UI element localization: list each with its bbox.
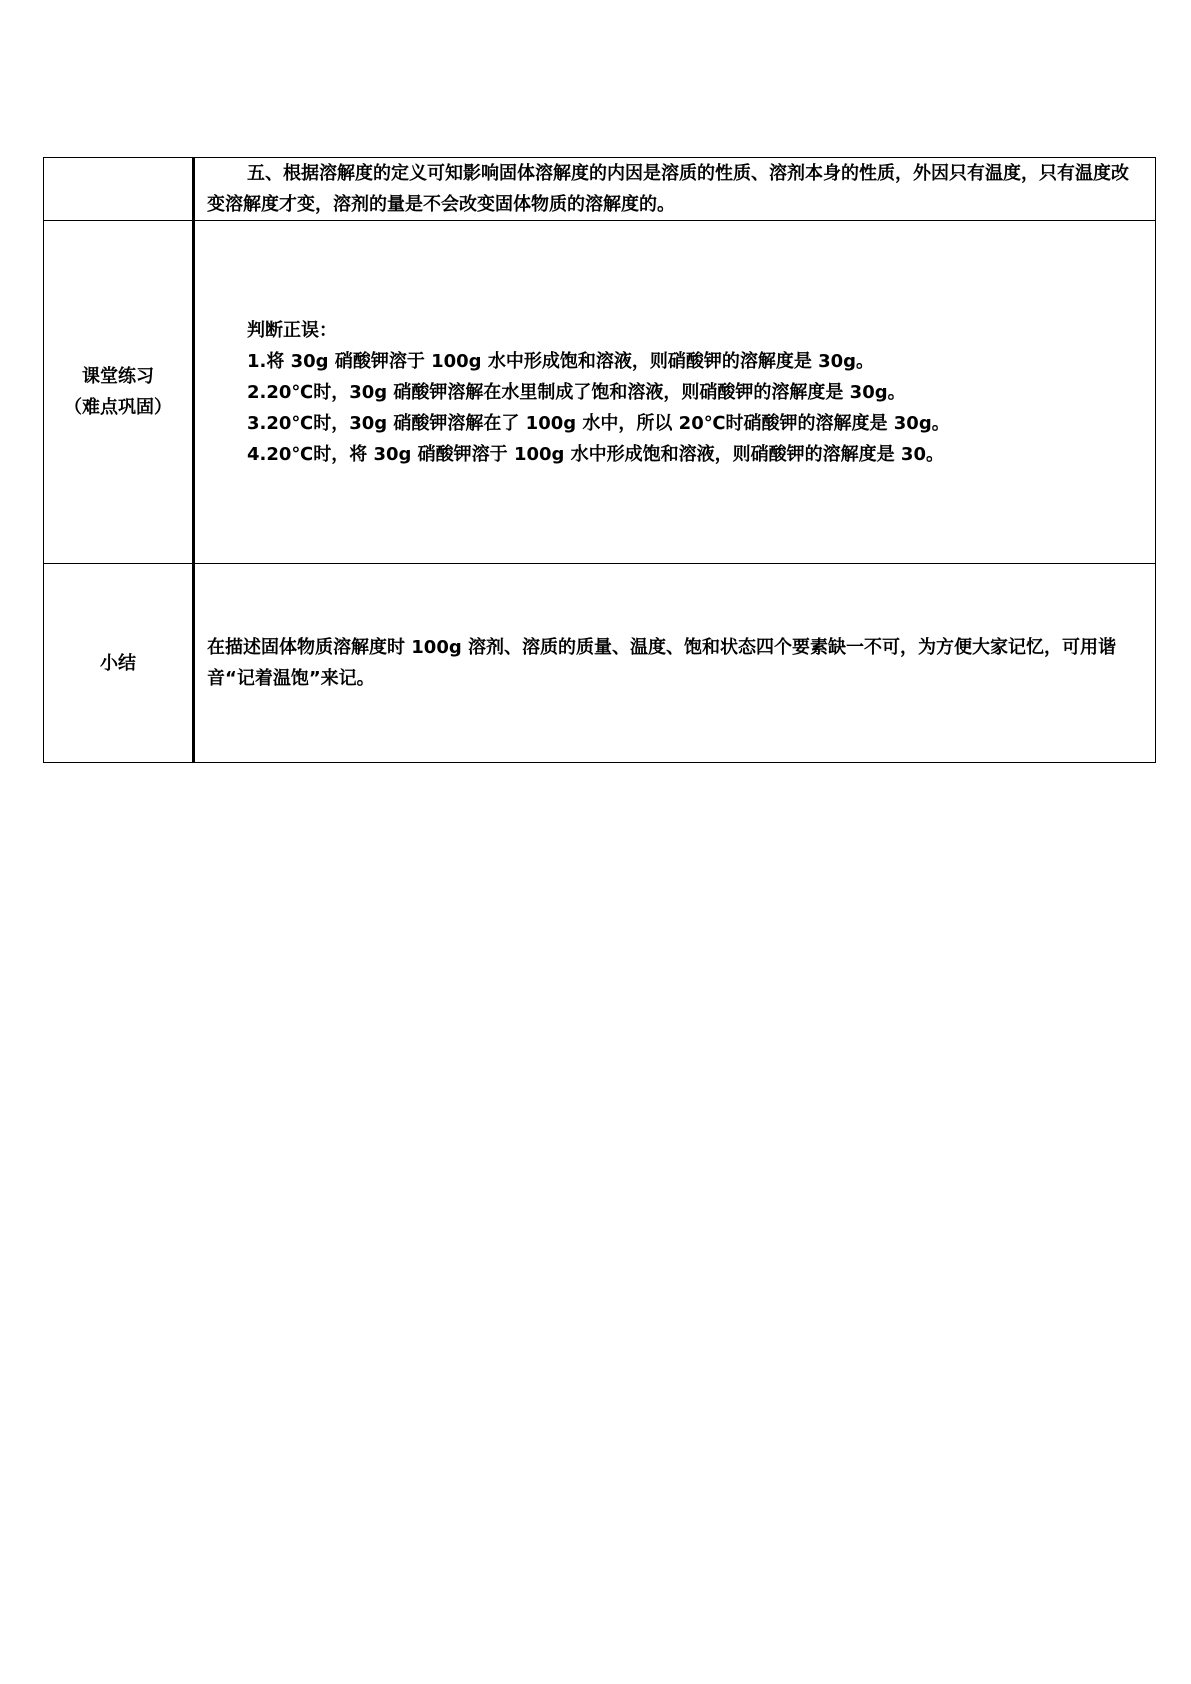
- row-label-empty: [44, 158, 194, 221]
- principle-five-text: 五、根据溶解度的定义可知影响固体溶解度的内因是溶质的性质、溶剂本身的性质，外因只有温度，只有温度改变溶解度才变，溶剂的量是不会改变固体物质的溶解度的。: [207, 163, 1129, 215]
- exercise-heading: 判断正误：: [247, 319, 337, 341]
- label-summary: 小结: [100, 652, 136, 674]
- exercise-item: 2.20℃时，30g 硝酸钾溶解在水里制成了饱和溶液，则硝酸钾的溶解度是 30g。: [247, 381, 906, 403]
- row-content-exercises: [194, 221, 1156, 564]
- row-content-principles: [194, 158, 1156, 221]
- exercise-item: 1.将 30g 硝酸钾溶于 100g 水中形成饱和溶液，则硝酸钾的溶解度是 30g。: [247, 350, 875, 372]
- table-row-principles: [44, 158, 1156, 221]
- exercise-list: [195, 315, 1155, 470]
- row-label-summary: [44, 564, 194, 763]
- summary-text: 在描述固体物质溶解度时 100g 溶剂、溶质的质量、温度、饱和状态四个要素缺一不可，为方便大家记忆，可用谐音“记着温饱”来记。: [207, 637, 1116, 689]
- table-row-summary: [44, 564, 1156, 763]
- row-label-classroom-practice: [44, 221, 194, 564]
- lesson-plan-table: [43, 157, 1156, 763]
- label-difficulty-consolidation: （难点巩固）: [64, 397, 172, 418]
- table-row-classroom-practice: [44, 221, 1156, 564]
- label-classroom-practice: 课堂练习: [82, 366, 154, 387]
- row-content-summary: [194, 564, 1156, 763]
- exercise-item: 4.20℃时，将 30g 硝酸钾溶于 100g 水中形成饱和溶液，则硝酸钾的溶解度是 30。: [247, 443, 944, 465]
- exercise-item: 3.20℃时，30g 硝酸钾溶解在了 100g 水中，所以 20℃时硝酸钾的溶解度是 30g。: [247, 412, 950, 434]
